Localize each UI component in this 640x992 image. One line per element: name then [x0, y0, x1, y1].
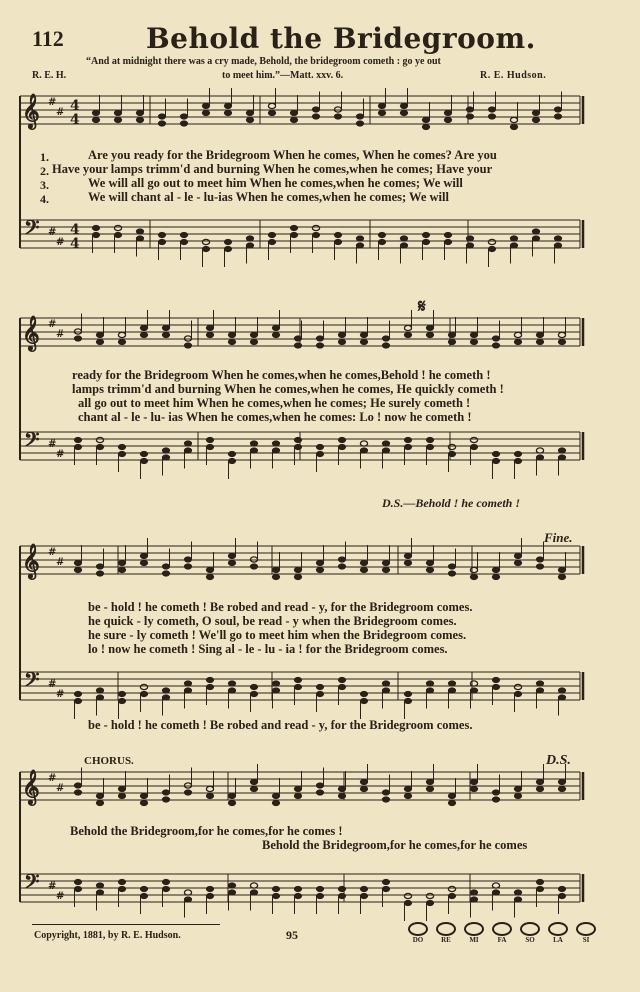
verse-number-2: 2.: [40, 164, 49, 178]
copyright-notice: Copyright, 1881, by R. E. Hudson.: [34, 930, 181, 941]
hymn-title: Behold the Bridegroom.: [146, 22, 536, 55]
svg-text:#: #: [48, 439, 57, 450]
svg-text:#: #: [56, 891, 65, 902]
credit-lyricist: R. E. H.: [32, 70, 67, 81]
svg-text:#: #: [56, 783, 65, 794]
solfege-shape-si: [576, 922, 596, 944]
solfege-shape-do: [408, 922, 428, 944]
svg-text:𝄢: 𝄢: [24, 667, 40, 696]
verse-4-line-3: lo ! now he cometh ! Sing al - le - lu - ia ! for the Bridegroom comes.: [88, 642, 448, 656]
verse-1-line-1: Are you ready for the Bridegroom When he comes, When he comes? Are you: [88, 148, 497, 162]
svg-text:#: #: [48, 97, 57, 108]
solfege-glyph-icon: [464, 922, 484, 936]
epigraph-line-2: to meet him.”—Matt. xxv. 6.: [222, 70, 344, 81]
chorus-lyric-line-1: Behold the Bridegroom,for he comes,for he comes !: [70, 824, 343, 838]
verse-1-line-3: be - hold ! he cometh ! Be robed and read - y, for the Bridegroom comes.: [88, 600, 473, 614]
svg-text:#: #: [48, 319, 57, 330]
verse-2-line-3: he quick - ly cometh, O soul, be read - y when the Bridegroom comes.: [88, 614, 457, 628]
verse-2-line-1: Have your lamps trimm'd and burning When he comes,when he comes; Have your: [52, 162, 493, 176]
verse-3-line-1: We will all go out to meet him When he comes,when he comes; We will: [88, 176, 463, 190]
solfege-label: DO: [412, 936, 424, 944]
svg-text:4: 4: [70, 222, 80, 238]
solfege-label: FA: [497, 936, 507, 944]
svg-text:#: #: [56, 449, 65, 460]
solfege-glyph-icon: [408, 922, 428, 936]
solfege-label: RE: [441, 936, 451, 944]
svg-text:#: #: [56, 237, 65, 248]
svg-text:𝄋: 𝄋: [418, 296, 426, 317]
solfege-shape-re: [436, 922, 456, 944]
verse-4-line-1: We will chant al - le - lu-ias When he comes,when he comes; We will: [88, 190, 449, 204]
bass-lyric-line: be - hold ! he cometh ! Be robed and read - y, for the Bridegroom comes.: [88, 718, 473, 732]
svg-text:4: 4: [70, 98, 80, 114]
svg-text:𝄢: 𝄢: [24, 869, 40, 898]
svg-text:𝄞: 𝄞: [22, 94, 40, 129]
fine-marking: Fine.: [544, 530, 573, 545]
svg-text:𝄢: 𝄢: [24, 215, 40, 244]
svg-text:4: 4: [70, 112, 80, 128]
solfege-shape-la: [548, 922, 568, 944]
solfege-shape-so: [520, 922, 540, 944]
svg-text:#: #: [48, 679, 57, 690]
svg-text:𝄞: 𝄞: [22, 770, 40, 805]
solfege-glyph-icon: [576, 922, 596, 936]
svg-text:#: #: [48, 773, 57, 784]
footer-page-number: 95: [286, 928, 298, 942]
solfege-label: SO: [525, 936, 535, 944]
page-number: 112: [32, 26, 64, 51]
verse-3-line-2: all go out to meet him When he comes,when he comes; He surely cometh !: [78, 396, 471, 410]
svg-text:#: #: [48, 881, 57, 892]
solfege-glyph-icon: [436, 922, 456, 936]
solfege-label: MI: [469, 936, 479, 944]
svg-text:#: #: [56, 557, 65, 568]
svg-text:#: #: [48, 547, 57, 558]
chorus-label: CHORUS.: [84, 755, 134, 767]
svg-text:#: #: [56, 689, 65, 700]
solfege-label: SI: [582, 936, 590, 944]
ds-label: D.S.: [546, 753, 571, 768]
solfege-shape-mi: [464, 922, 484, 944]
svg-text:𝄞: 𝄞: [22, 544, 40, 579]
chorus-lyric-line-2: Behold the Bridegroom,for he comes,for he comes: [262, 838, 528, 852]
verse-1-line-2: ready for the Bridegroom When he comes,when he comes,Behold ! he cometh !: [72, 368, 491, 382]
svg-text:#: #: [56, 107, 65, 118]
ds-marking: D.S.—Behold ! he cometh !: [382, 496, 521, 510]
svg-text:𝄞: 𝄞: [22, 316, 40, 351]
svg-text:#: #: [56, 329, 65, 340]
credit-composer: R. E. Hudson.: [480, 70, 547, 81]
verse-number-1: 1.: [40, 150, 49, 164]
verse-number-4: 4.: [40, 192, 49, 206]
solfege-glyph-icon: [492, 922, 512, 936]
solfege-glyph-icon: [548, 922, 568, 936]
solfege-legend: [408, 922, 596, 944]
solfege-label: LA: [553, 936, 563, 944]
svg-text:4: 4: [70, 236, 80, 252]
verse-4-line-2: chant al - le - lu- ias When he comes,when he comes: Lo ! now he cometh !: [78, 410, 472, 424]
epigraph-line-1: “And at midnight there was a cry made, Behold, the bridegroom cometh : go ye out: [86, 56, 441, 67]
verse-2-line-2: lamps trimm'd and burning When he comes,when he comes, He quickly cometh !: [72, 382, 504, 396]
verse-number-3: 3.: [40, 178, 49, 192]
verse-3-line-3: he sure - ly cometh ! We'll go to meet him when the Bridegroom comes.: [88, 628, 467, 642]
footer-rule: [32, 924, 220, 925]
svg-text:#: #: [48, 227, 57, 238]
solfege-shape-fa: [492, 922, 512, 944]
svg-text:𝄢: 𝄢: [24, 427, 40, 456]
solfege-glyph-icon: [520, 922, 540, 936]
